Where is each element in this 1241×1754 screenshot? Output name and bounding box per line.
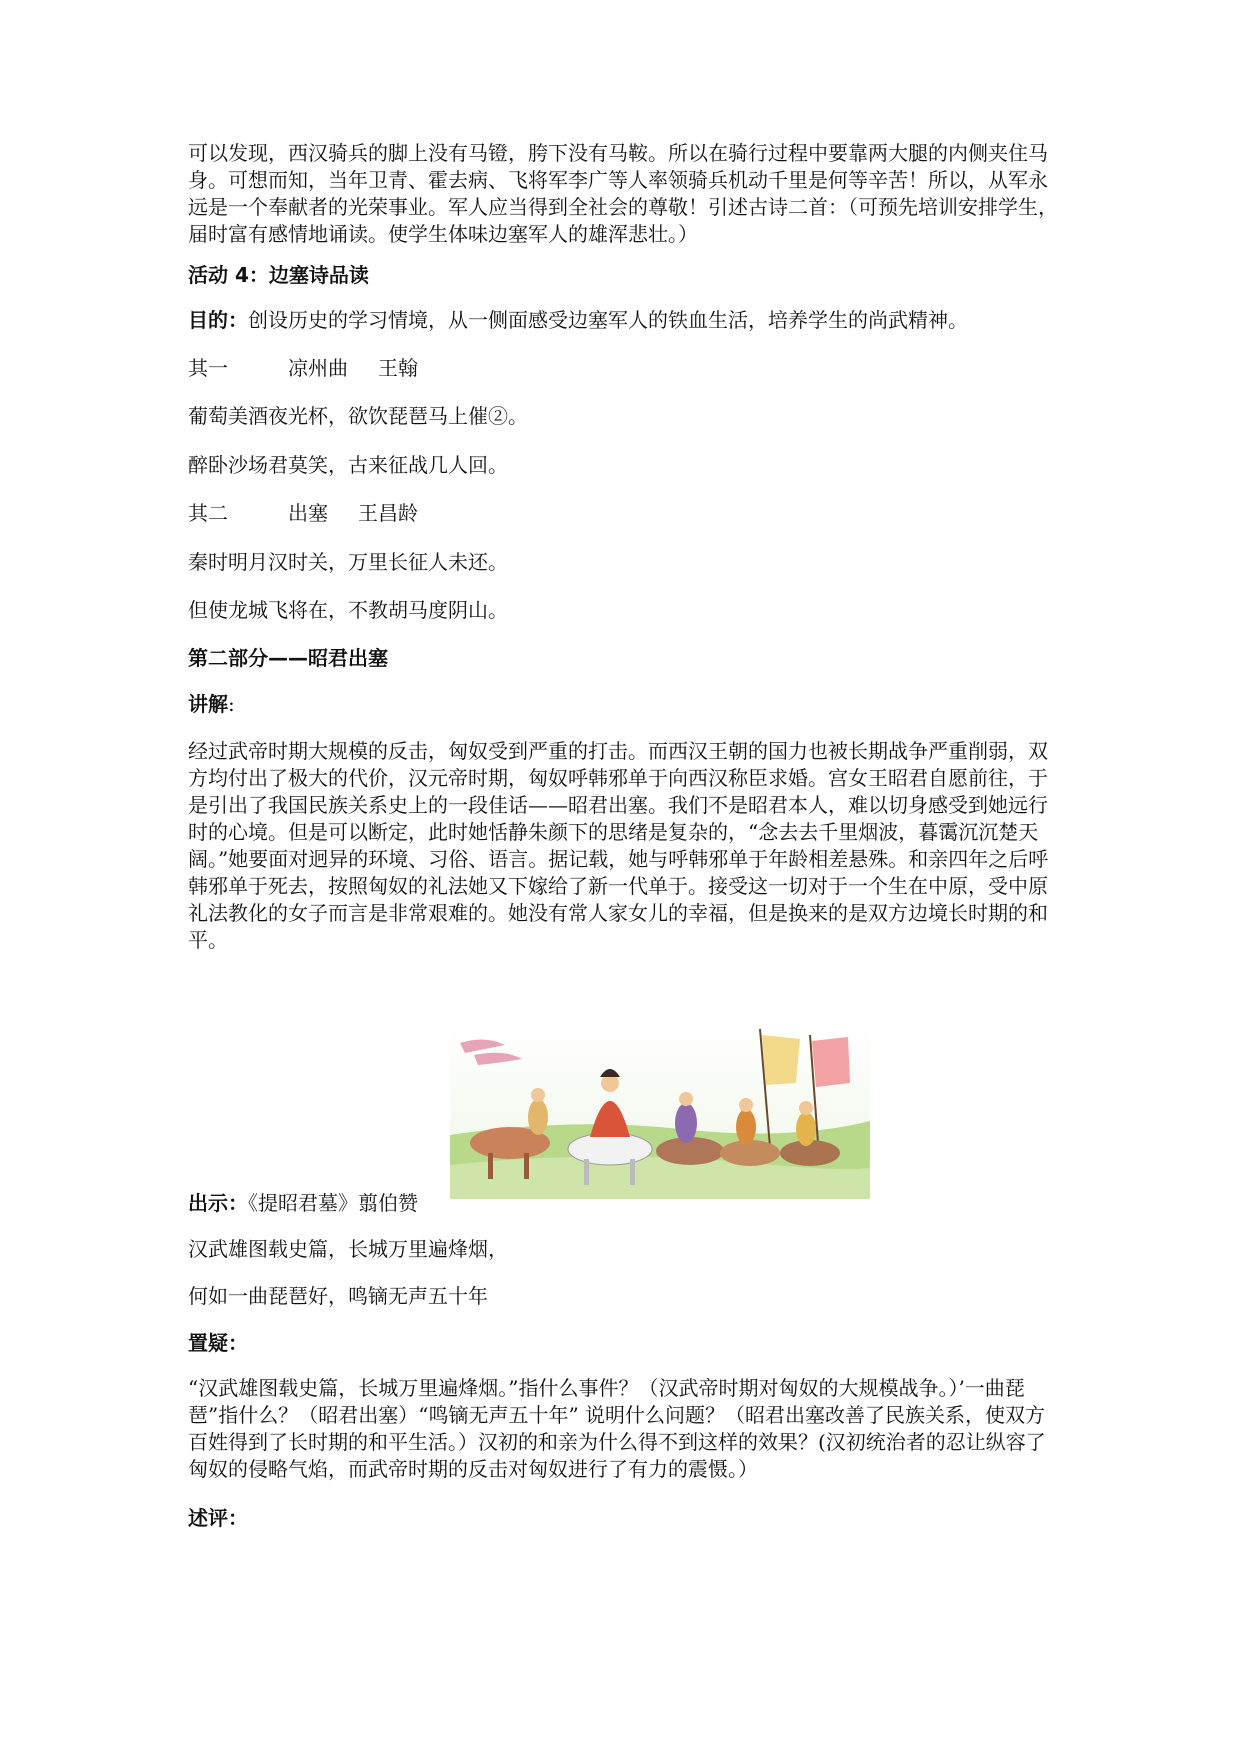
explain-paragraph: 经过武帝时期大规模的反击，匈奴受到严重的打击。而西汉王朝的国力也被长期战争严重削弱，双方均付出了极大的代价，汉元帝时期，匈奴呼韩邪单于向西汉称臣求婚。宫女王昭君自愿前往，于是引出了我国民族关系史上的一段佳话——昭君出塞。我们不是昭君本人，难以切身感受到她远行时的心境。但是可以断定，此时她恬静朱颜下的思绪是复杂的，“念去去千里烟波，暮霭沉沉楚天阔。”她要面对迥异的环境、习俗、语言。据记载，她与呼韩邪单于年龄相差悬殊。和亲四年之后呼韩邪单于死去，按照匈奴的礼法她又下嫁给了新一代单于。接受这一切对于一个生在中原，受中原礼法教化的女子而言是非常艰难的。她没有常人家女儿的幸福，但是换来的是双方边境长时期的和平。 (188, 739, 1049, 952)
explain-label: 讲解 (188, 692, 228, 716)
show-poem-line1: 汉武雄图载史篇，长城万里遍烽烟， (188, 1237, 508, 1261)
poem2-index: 其二 (188, 501, 228, 525)
poem1-title: 凉州曲 (288, 356, 348, 380)
show-label: 出示： (188, 1191, 248, 1215)
part2-heading: 第二部分——昭君出塞 (188, 646, 388, 670)
intro-paragraph: 可以发现，西汉骑兵的脚上没有马镫，胯下没有马鞍。所以在骑行过程中要靠两大腿的内侧夹住马身。可想而知，当年卫青、霍去病、飞将军李广等人率领骑兵机动千里是何等辛苦！所以，从军永远是一个奉献者的光荣事业。军人应当得到全社会的尊敬！引述古诗二首：（可预先培训安排学生，届时富有感情地诵读。使学生体味边塞军人的雄浑悲壮。） (188, 141, 1058, 246)
poem1-author: 王翰 (378, 356, 418, 380)
explain-heading (188, 691, 235, 718)
question-paragraph: “汉武雄图载史篇，长城万里遍烽烟。”指什么事件？（汉武帝时期对匈奴的大规模战争。）’一曲琵琶”指什么？（昭君出塞）“鸣镝无声五十年” 说明什么问题？（昭君出塞改善了民族关系，使双方百姓得到了长时期的和平生活。）汉初的和亲为什么得不到这样的效果？(汉初统治者的忍让纵容了匈奴的侵略气焰，而武帝时期的反击对匈奴进行了有力的震慑。） (188, 1376, 1046, 1481)
purpose-label: 目的： (188, 308, 248, 332)
poem1-line1: 葡萄美酒夜光杯，欲饮琵琶马上催②。 (188, 404, 528, 428)
review-label: 述评： (188, 1506, 248, 1530)
poem2-title: 出塞 (288, 501, 328, 525)
activity4-purpose (188, 307, 968, 334)
activity4-title: 活动 4：边塞诗品读 (188, 263, 369, 287)
poem2-header (188, 500, 418, 527)
poem1-line2: 醉卧沙场君莫笑，古来征战几人回。 (188, 453, 508, 477)
zhaojun-illustration (450, 1025, 870, 1199)
show-line (188, 1190, 418, 1217)
purpose-text: 创设历史的学习情境，从一侧面感受边塞军人的铁血生活，培养学生的尚武精神。 (248, 308, 968, 332)
show-poem-line2: 何如一曲琵琶好，鸣镝无声五十年 (188, 1284, 488, 1308)
explain-colon: : (228, 692, 235, 716)
poem2-author: 王昌龄 (358, 501, 418, 525)
show-text: 《提昭君墓》翦伯赞 (248, 1191, 418, 1215)
poem2-line2: 但使龙城飞将在，不教胡马度阴山。 (188, 598, 508, 622)
poem1-header (188, 355, 418, 382)
poem1-index: 其一 (188, 356, 228, 380)
question-label: 置疑： (188, 1331, 248, 1355)
poem2-line1: 秦时明月汉时关，万里长征人未还。 (188, 550, 508, 574)
